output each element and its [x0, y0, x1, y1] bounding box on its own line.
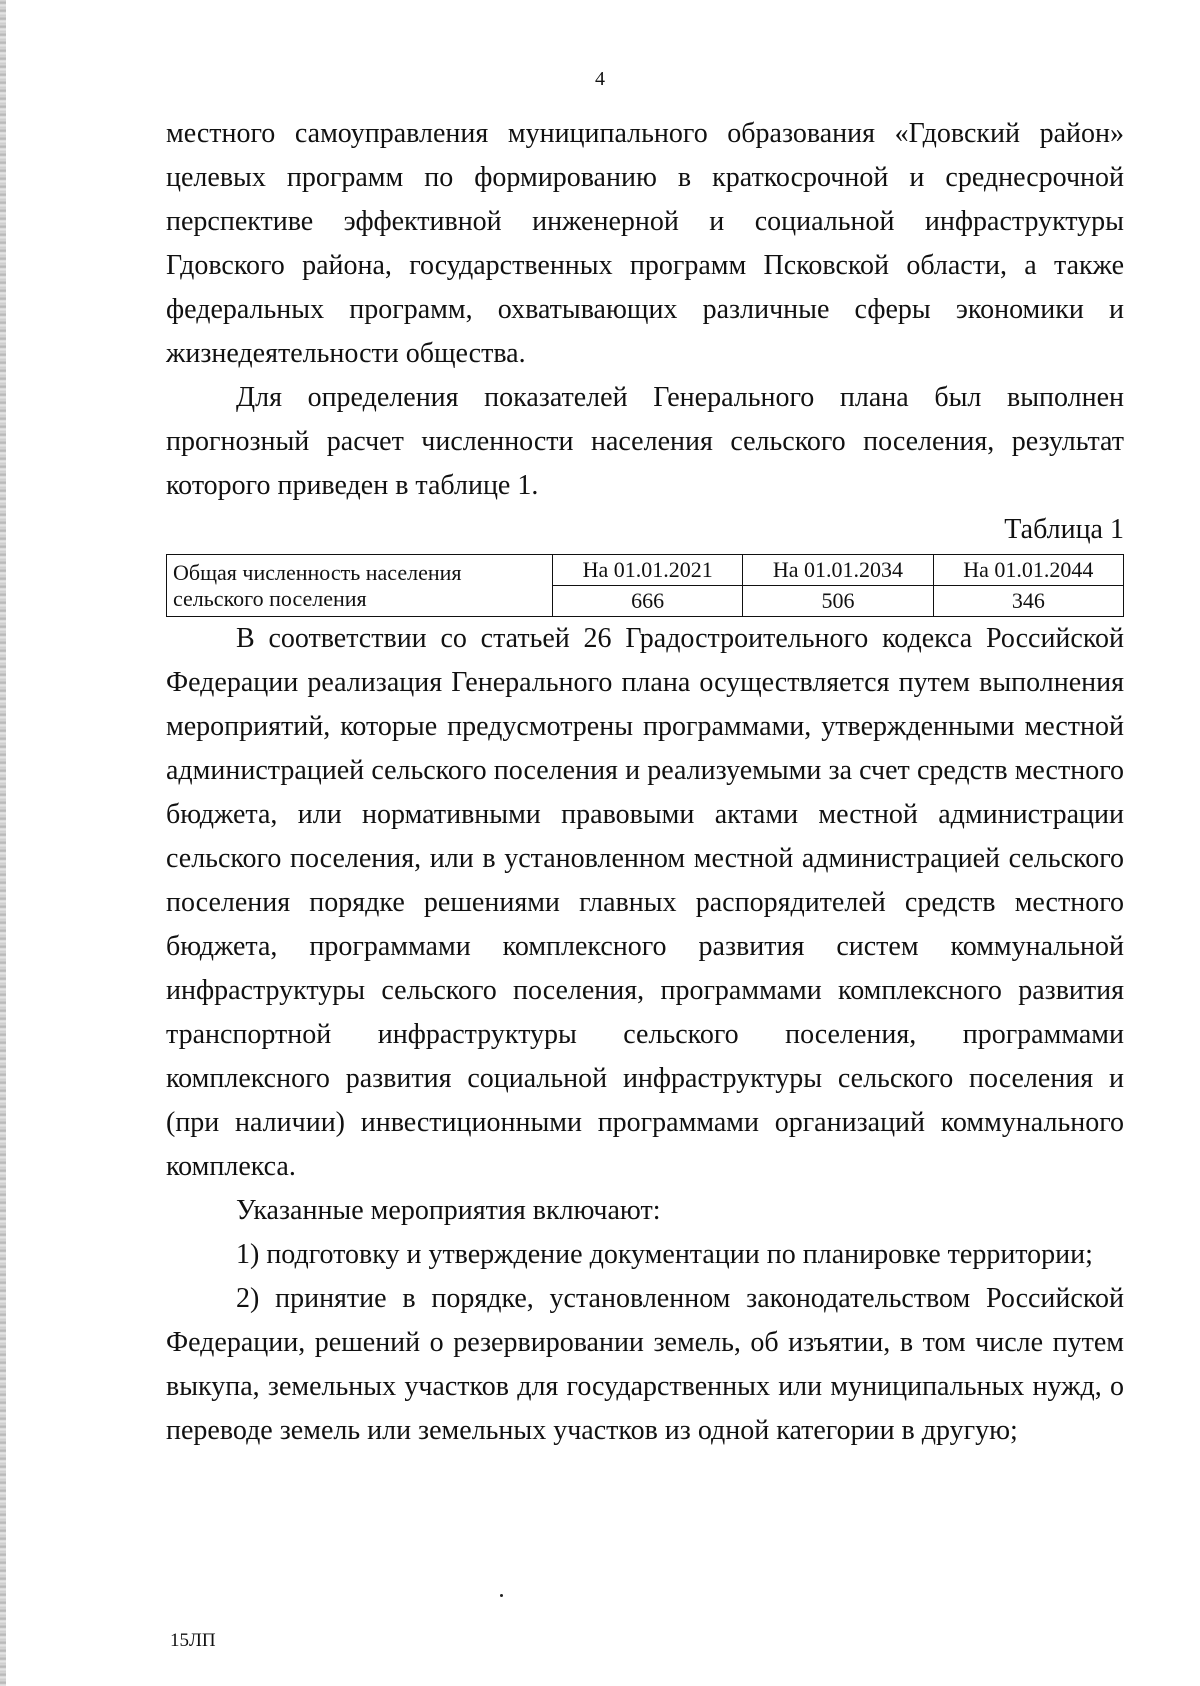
list-item-2: 2) принятие в порядке, установленном законодательством Российской Федерации, решений о резервировании земель, об изъятии, в том числе путем выкупа, земельных участков для государственных или муниципальных нужд, о переводе земель или земельных участков из одной категории в другую;: [166, 1283, 1124, 1446]
table-caption: Таблица 1: [1004, 514, 1124, 545]
paragraph-article-26: В соответствии со статьей 26 Градостроительного кодекса Российской Федерации реализация Генерального плана осуществляется путем выполнения мероприятий, которые предусмотрены программами, утвержденными местной администрацией сельского поселения и реализуемыми за счет средств местного бюджета, или нормативными правовыми актами местной администрации сельского поселения, или в установленном местной администрацией сельского поселения порядке решениями главных распорядителей средств местного бюджета, программами комплексного развития систем коммунальной инфраструктуры сельского поселения, программами комплексного развития транспортной инфраструктуры сельского поселения, программами комплексного развития социальной инфраструктуры сельского поселения и (при наличии) инвестиционными программами организаций коммунального комплекса.: [166, 623, 1124, 1182]
page-number: 4: [595, 68, 605, 90]
paragraph-forecast: Для определения показателей Генерального плана был выполнен прогнозный расчет численности населения сельского поселения, результат которого приведен в таблице 1.: [166, 382, 1124, 501]
table-value-cell: 666: [553, 586, 743, 617]
paragraph-measures-intro: Указанные мероприятия включают:: [236, 1195, 661, 1226]
table-header-cell: На 01.01.2044: [933, 555, 1123, 586]
population-table: [166, 554, 1124, 617]
scan-speck: [500, 1594, 503, 1597]
paragraph-continuation: местного самоуправления муниципального образования «Гдовский район» целевых программ по формированию в краткосрочной и среднесрочной перспективе эффективной инженерной и социальной инфраструктуры Гдовского района, государственных программ Псковской области, а также федеральных программ, охватывающих различные сферы экономики и жизнедеятельности общества.: [166, 118, 1124, 369]
table-row: [167, 555, 1124, 586]
table-value-cell: 346: [933, 586, 1123, 617]
table-header-cell: На 01.01.2021: [553, 555, 743, 586]
document-body: [166, 112, 1124, 1453]
footer-code: 15ЛП: [170, 1630, 216, 1651]
table-header-cell: На 01.01.2034: [743, 555, 933, 586]
scan-edge: [0, 0, 6, 1686]
table-row-label: Общая численность населения сельского поселения: [167, 555, 553, 617]
list-item-1: 1) подготовку и утверждение документации по планировке территории;: [236, 1239, 1093, 1270]
table-value-cell: 506: [743, 586, 933, 617]
